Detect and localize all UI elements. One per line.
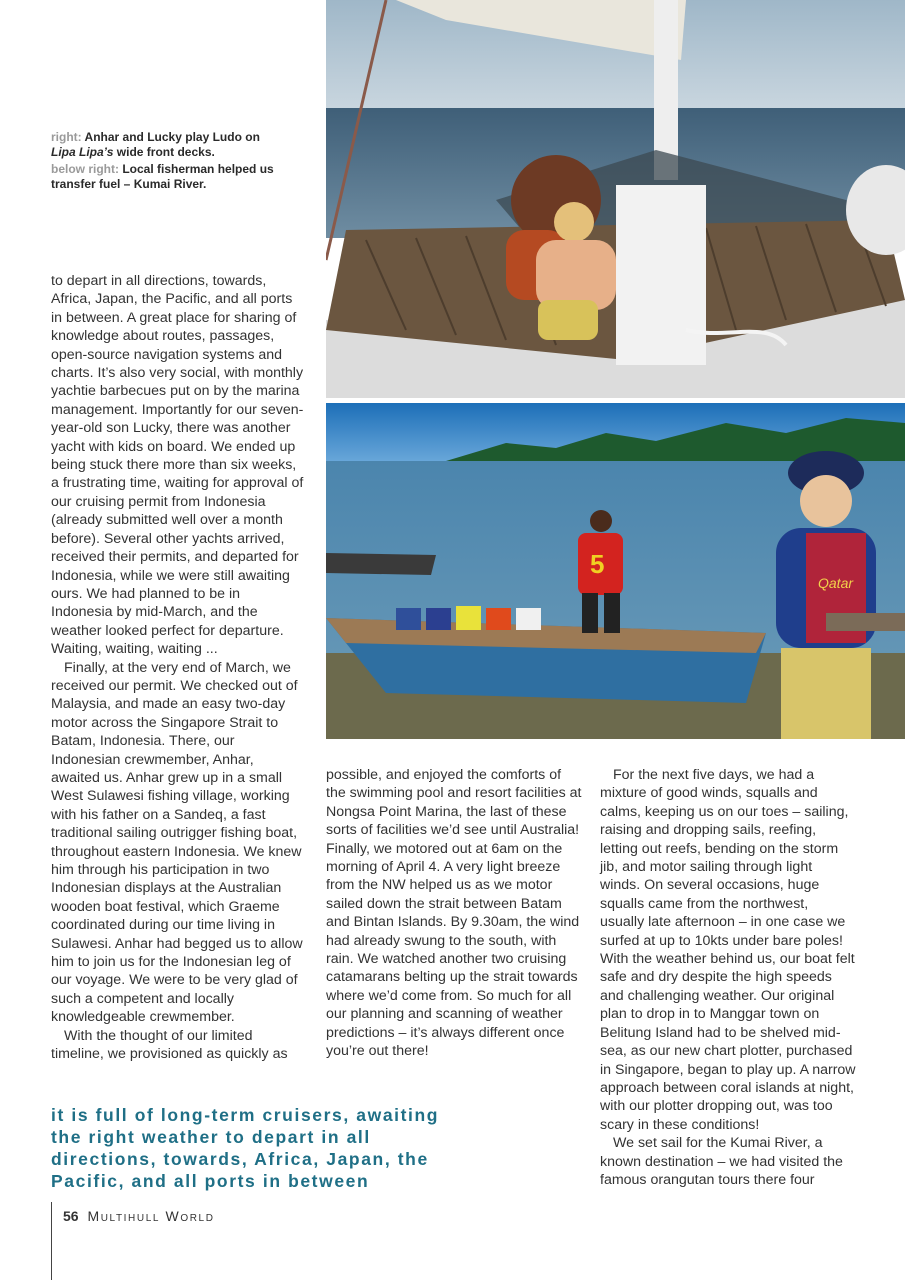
article-column-3 — [600, 766, 856, 1189]
footer-rule — [51, 1202, 52, 1280]
page-folio — [63, 1208, 215, 1224]
article-column-2 — [326, 766, 582, 1061]
magazine-name: Multihull World — [87, 1208, 215, 1224]
paragraph: Finally, at the very end of March, we received our permit. We checked out of Malaysia, and made an easy two-day motor across the Singapore Strait to Batam, Indonesia. There, our Indonesian crewmember, Anhar, awaited us. Anhar grew up in a small West Sulawesi fishing village, working with his father on a Sandeq, a fast traditional sailing outrigger fishing boat, throughout eastern Indonesia. We knew him through his participation in two Indonesian displays at the Australian wooden boat festival, which Graeme coordinated during our time living in Sulawesi. Anhar had begged us to allow him to join us for the Indonesian leg of our voyage. We were to be very glad of such a competent and locally knowledgeable crewmember. — [51, 659, 303, 1026]
paragraph: With the thought of our limited timeline, we provisioned as quickly as — [51, 1027, 288, 1063]
paragraph: For the next five days, we had a mixture of good winds, squalls and calms, keeping us on our toes – sailing, raising and dropping sails, reefing, letting out reefs, bending on the storm jib, and motor sailing through light winds. On several occasions, huge squalls came from the northwest, usually late afternoon – in one case we surfed at up to 10kts under bare poles! With the weather behind us, our boat felt safe and dry despite the high speeds and challenging weather. Our original plan to drop in to Manggar town on Belitung Island had to be shelved mid-sea, as our new chart plotter, purchased in Singapore, began to play up. A narrow approach between coral islands at night, with our plotter dropping out, was too scary in these conditions! — [600, 767, 856, 1133]
paragraph: to depart in all directions, towards, Africa, Japan, the Pacific, and all ports in between. A great place for sharing of knowledge about routes, passages, open-source navigation systems and charts. It’s also very social, with monthly yachtie barbecues put on by the marina management. Importantly for our seven-year-old son Lucky, there was another yacht with kids on board. We ended up being stuck there more than six weeks, a frustrating time, waiting for approval of our cruising permit from Indonesia (already submitted well over a month before). Several other yachts arrived, received their permits, and departed for Indonesia, while we were still awaiting ours. We had planned to be in Indonesia by mid-March, and the weather looked perfect for departure. Waiting, waiting, waiting ... — [51, 273, 304, 658]
photo-captions — [51, 130, 281, 194]
article-column-1 — [51, 272, 305, 1063]
caption-below-right: below right: Local fisherman helped us transfer fuel – Kumai River. — [51, 162, 274, 191]
pull-quote: it is full of long-term cruisers, awaiting the right weather to depart in all directions, towards, Africa, Japan, the Pacific, and all ports in between — [51, 1105, 440, 1191]
caption-right: right: Anhar and Lucky play Ludo on Lipa Lipa’s wide front decks. — [51, 130, 260, 159]
paragraph: We set sail for the Kumai River, a known destination – we had visited the famous orangutan tours there four — [600, 1135, 843, 1188]
jersey-sponsor: Qatar — [818, 575, 854, 591]
page-number: 56 — [63, 1208, 79, 1224]
jersey-number-5: 5 — [590, 549, 605, 579]
photo-catamaran-deck — [326, 0, 905, 398]
photo-kumai-river — [326, 403, 905, 739]
paragraph: possible, and enjoyed the comforts of the swimming pool and resort facilities at Nongsa Point Marina, the last of these sorts of facilities we’d see until Australia! Finally, we motored out at 6am on the morning of April 4. A very light breeze from the NW helped us as we motor sailed down the strait between Batam and Bintan Islands. By 9.30am, the wind had already swung to the south, with rain. We watched another two cruising catamarans belting up the strait towards where we’d come from. So much for all our planning and scanning of weather predictions – it’s always different once you’re out there! — [326, 767, 582, 1060]
